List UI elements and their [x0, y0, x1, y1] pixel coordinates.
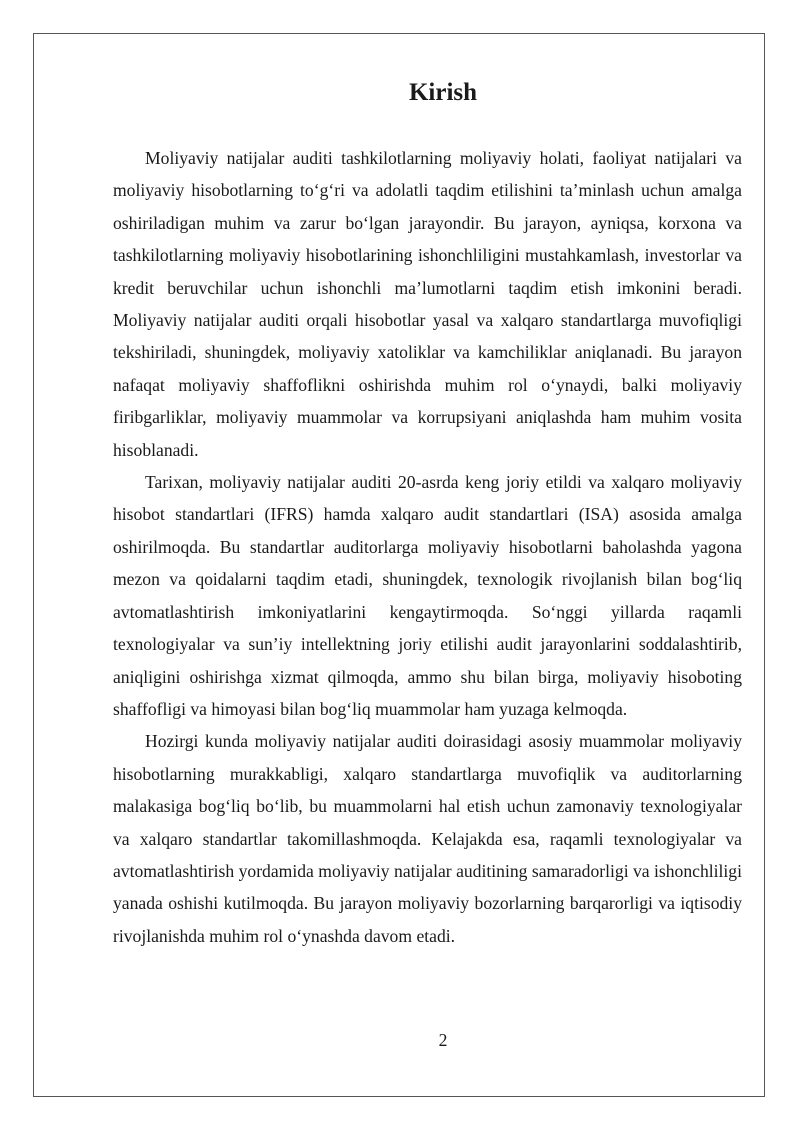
document-body — [113, 142, 742, 952]
page-number: 2 — [438, 1030, 448, 1050]
paragraph-1: Moliyaviy natijalar auditi tashkilotlarning moliyaviy holati, faoliyat natijalari va moliyaviy hisobotlarning to‘g‘ri va adolatli taqdim etilishini ta’minlash uchun amalga oshiriladigan muhim va zarur bo‘lgan jarayondir. Bu jarayon, ayniqsa, korxona va tashkilotlarning moliyaviy hisobotlarining ishonchliligini mustahkamlash, investorlar va kredit beruvchilar uchun ishonchli ma’lumotlarni taqdim etish imkonini beradi. Moliyaviy natijalar auditi orqali hisobotlar yasal va xalqaro standartlarga muvofiqligi tekshiriladi, shuningdek, moliyaviy xatoliklar va kamchiliklar aniqlanadi. Bu jarayon nafaqat moliyaviy shaffoflikni oshirishda muhim rol o‘ynaydi, balki moliyaviy firibgarliklar, moliyaviy muammolar va korrupsiyani aniqlashda ham muhim vosita hisoblanadi. — [113, 148, 742, 460]
paragraph-3: Hozirgi kunda moliyaviy natijalar auditi doirasidagi asosiy muammolar moliyaviy hisobotlarning murakkabligi, xalqaro standartlarga muvofiqlik va auditorlarning malakasiga bog‘liq bo‘lib, bu muammolarni hal etish uchun zamonaviy texnologiyalar va xalqaro standartlar takomillashmoqda. Kelajakda esa, raqamli texnologiyalar va avtomatlashtirish yordamida moliyaviy natijalar auditining samaradorligi va ishonchliligi yanada oshishi kutilmoqda. Bu jarayon moliyaviy bozorlarning barqarorligi va iqtisodiy rivojlanishda muhim rol o‘ynashda davom etadi. — [113, 731, 742, 946]
page-title: Kirish — [408, 79, 478, 106]
paragraph-2: Tarixan, moliyaviy natijalar auditi 20-asrda keng joriy etildi va xalqaro moliyaviy hisobot standartlari (IFRS) hamda xalqaro audit standartlari (ISA) asosida amalga oshirilmoqda. Bu standartlar auditorlarga moliyaviy hisobotlarni baholashda yagona mezon va qoidalarni taqdim etadi, shuningdek, texnologik rivojlanish bilan bog‘liq avtomatlashtirish imkoniyatlarini kengaytirmoqda. So‘nggi yillarda raqamli texnologiyalar va sun’iy intellektning joriy etilishi audit jarayonlarini soddalashtirib, aniqligini oshirishga xizmat qilmoqda, ammo shu bilan birga, moliyaviy hisoboting shaffofligi va himoyasi bilan bog‘liq muammolar ham yuzaga kelmoqda. — [113, 472, 742, 719]
